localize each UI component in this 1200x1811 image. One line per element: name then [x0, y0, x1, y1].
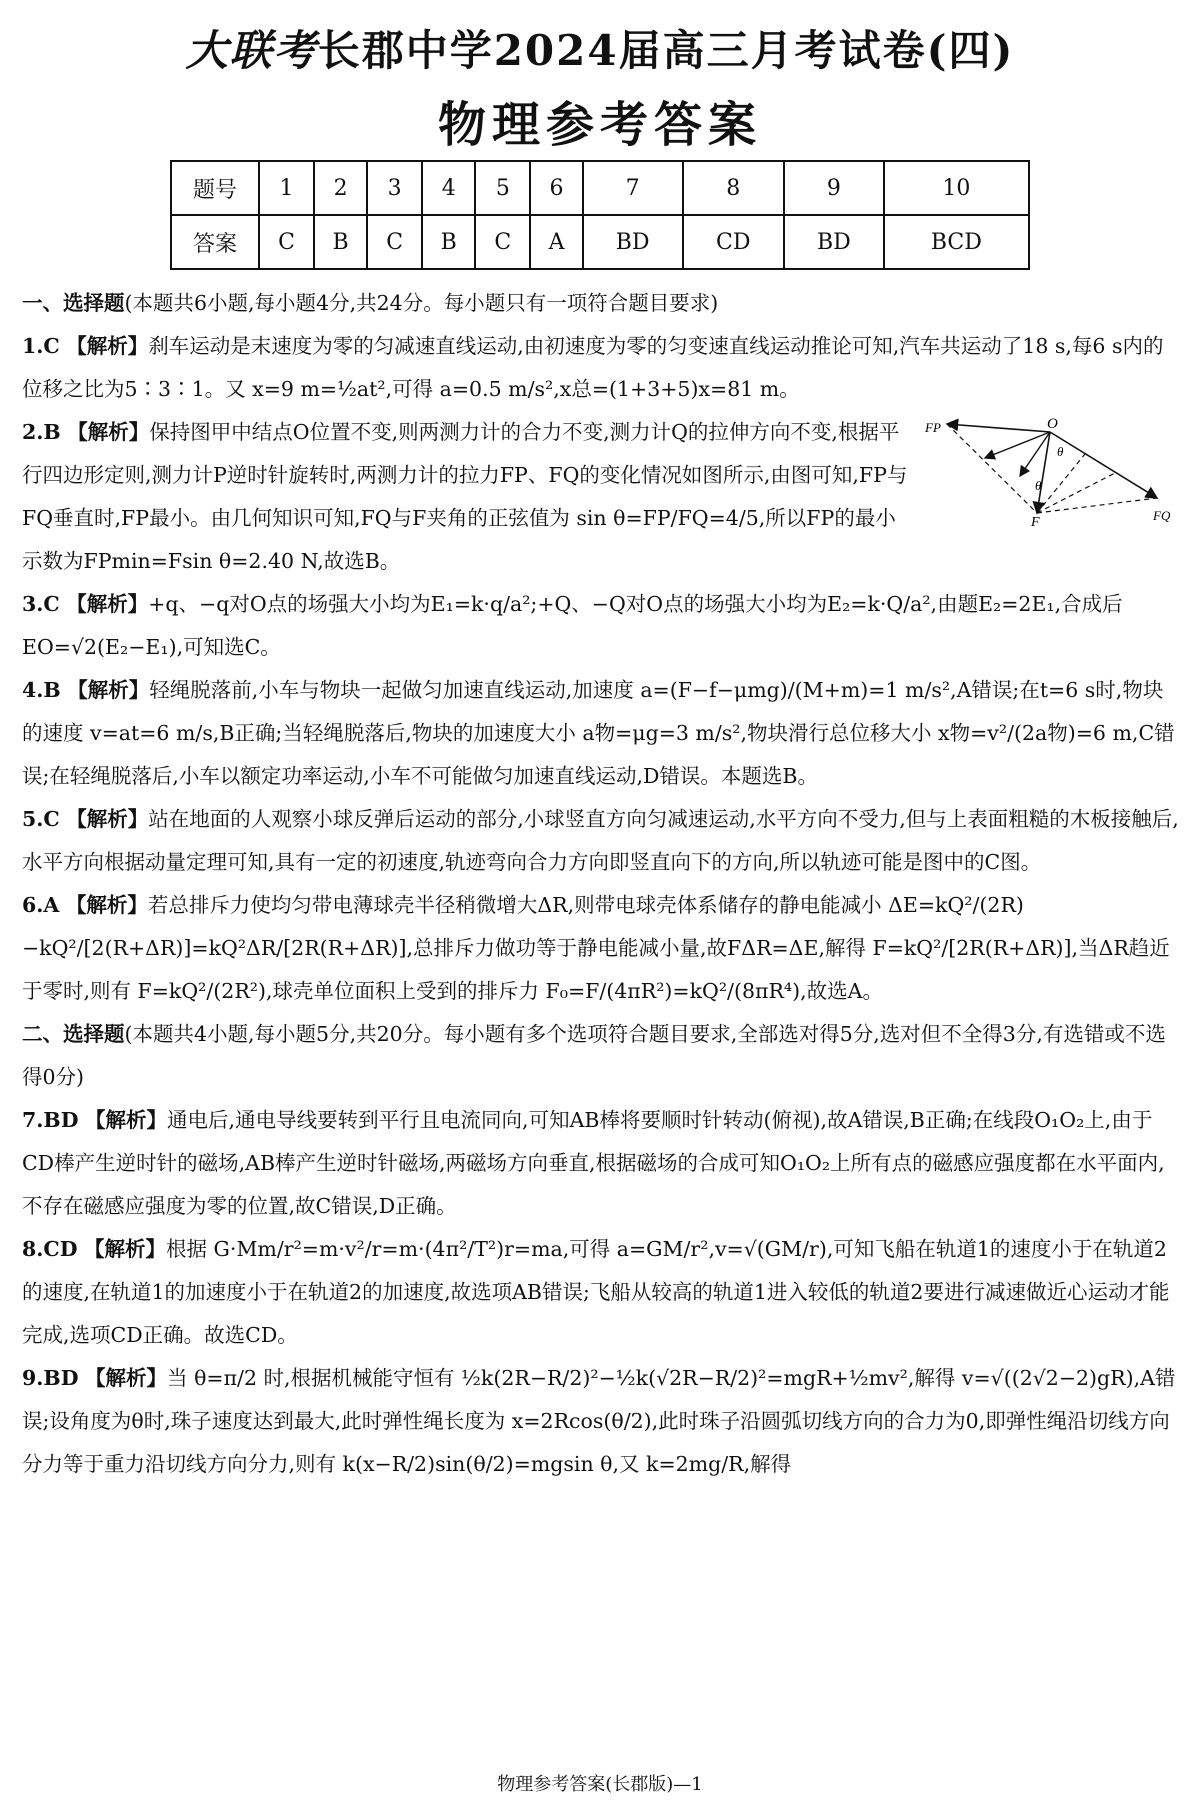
- solution-3: [22, 583, 1180, 669]
- analysis-tag: 【解析】: [84, 1237, 167, 1261]
- solution-text: 通电后,通电导线要转到平行且电流同向,可知AB棒将要顺时针转动(俯视),故A错误,B正确;在线段O₁O₂上,由于CD棒产生逆时针的磁场,AB棒产生逆时针磁场,两磁场方向垂直,根据磁场的合成可知O₁O₂上所有点的磁感应强度都在水平面内,不存在磁感应强度为零的位置,故C错误,D正确。: [22, 1108, 1165, 1218]
- force-diagram: [925, 418, 1175, 528]
- solution-text: 根据 G·Mm/r²=m·v²/r=m·(4π²/T²)r=ma,可得 a=GM/r²,v=√(GM/r),可知飞船在轨道1的速度小于在轨道2的速度,在轨道1的加速度小于在轨道2的加速度,故选项AB错误;飞船从较高的轨道1进入较低的轨道2要进行减速做近心运动才能完成,选项CD正确。故选CD。: [22, 1237, 1170, 1347]
- question-label: 1.C: [22, 334, 60, 358]
- answer-cell: A: [530, 215, 582, 269]
- question-label: 8.CD: [22, 1237, 78, 1261]
- solution-text: 保持图甲中结点O位置不变,则两测力计的合力不变,测力计Q的拉伸方向不变,根据平行四边形定则,测力计P逆时针旋转时,两测力计的拉力FP、FQ的变化情况如图所示,由图可知,FP与FQ垂直时,FP最小。由几何知识可知,FQ与F夹角的正弦值为 sin θ=FP/FQ=4/5,所以FP的最小示数为FPmin=Fsin θ=2.40 N,故选B。: [22, 420, 908, 573]
- analysis-tag: 【解析】: [85, 1108, 168, 1132]
- answer-cell: BCD: [884, 215, 1029, 269]
- analysis-tag: 【解析】: [65, 893, 148, 917]
- section-title: 一、选择题: [22, 291, 125, 315]
- question-number-cell: 4: [422, 161, 475, 215]
- answer-table-answer-row: [171, 215, 1029, 269]
- brand-logo-text: 大联考: [185, 26, 318, 75]
- solution-1: [22, 325, 1180, 411]
- question-number-cell: 3: [367, 161, 422, 215]
- dashed-guide: [1037, 473, 1115, 513]
- analysis-tag: 【解析】: [67, 678, 150, 702]
- exam-title-text: 长郡中学2024届高三月考试卷(四): [317, 26, 1015, 75]
- answer-table: [170, 160, 1030, 270]
- answer-cell: CD: [683, 215, 785, 269]
- question-label: 6.A: [22, 893, 60, 917]
- dashed-guide: [1037, 454, 1085, 513]
- label-f: F: [1031, 515, 1040, 528]
- analysis-tag: 【解析】: [85, 1366, 168, 1390]
- fp-arrow: [947, 424, 1050, 432]
- f-vector: [1037, 432, 1050, 513]
- solution-8: [22, 1228, 1180, 1357]
- page-subtitle: 物理参考答案: [437, 97, 762, 153]
- label-o: O: [1047, 418, 1058, 432]
- label-fp: FP: [925, 420, 941, 435]
- solution-7: [22, 1099, 1180, 1228]
- question-number-cell: 1: [259, 161, 314, 215]
- section-note: (本题共4小题,每小题5分,共20分。每小题有多个选项符合题目要求,全部选对得5分,选对但不全得3分,有选错或不选得0分): [22, 1022, 1166, 1089]
- answer-cell: C: [259, 215, 314, 269]
- answer-table-number-row: [171, 161, 1029, 215]
- question-number-cell: 5: [475, 161, 530, 215]
- question-label: 7.BD: [22, 1108, 79, 1132]
- solution-5: [22, 798, 1180, 884]
- question-number-cell: 7: [583, 161, 683, 215]
- section-1-heading: [22, 282, 1180, 325]
- page-footer: 物理参考答案(长郡版)—1: [497, 1774, 703, 1795]
- question-label: 9.BD: [22, 1366, 79, 1390]
- answer-cell: BD: [784, 215, 884, 269]
- exam-title: [0, 18, 1200, 78]
- answer-table-row-label: 答案: [171, 215, 259, 269]
- answer-cell: BD: [583, 215, 683, 269]
- section-note: (本题共6小题,每小题4分,共24分。每小题只有一项符合题目要求): [124, 291, 719, 315]
- label-fq: FQ: [1153, 508, 1171, 523]
- fp-rotating-arrow: [985, 432, 1050, 458]
- section-title: 二、选择题: [22, 1022, 125, 1046]
- solution-text: 若总排斥力使均匀带电薄球壳半径稍微增大ΔR,则带电球壳体系储存的静电能减小 ΔE=kQ²/(2R)−kQ²/[2(R+ΔR)]=kQ²ΔR/[2R(R+ΔR)],总排斥力做功等于静电能减小量,故FΔR=ΔE,解得 F=kQ²/[2R(R+ΔR)],当ΔR趋近于零时,则有 F=kQ²/(2R²),球壳单位面积上受到的排斥力 F₀=F/(4πR²)=kQ²/(8πR⁴),故选A。: [22, 893, 1170, 1003]
- question-label: 2.B: [22, 420, 61, 444]
- analysis-tag: 【解析】: [66, 592, 149, 616]
- question-label: 5.C: [22, 807, 60, 831]
- label-theta: θ: [1057, 444, 1064, 459]
- answer-cell: C: [367, 215, 422, 269]
- label-theta: θ: [1035, 478, 1042, 493]
- question-number-cell: 2: [314, 161, 367, 215]
- section-2-heading: [22, 1013, 1180, 1099]
- answer-cell: B: [422, 215, 475, 269]
- question-number-cell: 8: [683, 161, 785, 215]
- question-label: 4.B: [22, 678, 61, 702]
- solution-4: [22, 669, 1180, 798]
- answer-cell: C: [475, 215, 530, 269]
- solution-9: [22, 1357, 1180, 1486]
- solution-text: 刹车运动是末速度为零的匀减速直线运动,由初速度为零的匀变速直线运动推论可知,汽车共运动了18 s,每6 s内的位移之比为5∶3∶1。又 x=9 m=½at²,可得 a=0.5 m/s²,x总=(1+3+5)x=81 m。: [22, 334, 1164, 401]
- question-number-cell: 9: [784, 161, 884, 215]
- analysis-tag: 【解析】: [67, 420, 150, 444]
- solution-text: 站在地面的人观察小球反弹后运动的部分,小球竖直方向匀减速运动,水平方向不受力,但与上表面粗糙的木板接触后,水平方向根据动量定理可知,具有一定的初速度,轨迹弯向合力方向即竖直向下的方向,所以轨迹可能是图中的C图。: [22, 807, 1179, 874]
- dashed-guide: [1037, 498, 1157, 513]
- fq-arrow: [1050, 432, 1157, 498]
- analysis-tag: 【解析】: [66, 807, 149, 831]
- page-header: [0, 18, 1200, 155]
- question-number-cell: 10: [884, 161, 1029, 215]
- question-number-cell: 6: [530, 161, 582, 215]
- dashed-guide: [947, 424, 1037, 513]
- solution-text: 当 θ=π/2 时,根据机械能守恒有 ½k(2R−R/2)²−½k(√2R−R/2)²=mgR+½mv²,解得 v=√((2√2−2)gR),A错误;设角度为θ时,珠子速度达到最大,此时弹性绳长度为 x=2Rcos(θ/2),此时珠子沿圆弧切线方向的合力为0,即弹性绳沿切线方向分力等于重力沿切线方向分力,则有 k(x−R/2)sin(θ/2)=mgsin θ,又 k=2mg/R,解得: [22, 1366, 1176, 1476]
- solution-6: [22, 884, 1180, 1013]
- question-label: 3.C: [22, 592, 60, 616]
- answer-cell: B: [314, 215, 367, 269]
- solution-text: 轻绳脱落前,小车与物块一起做匀加速直线运动,加速度 a=(F−f−μmg)/(M+m)=1 m/s²,A错误;在t=6 s时,物块的速度 v=at=6 m/s,B正确;当轻绳脱落后,物块的加速度大小 a物=μg=3 m/s²,物块滑行总位移大小 x物=v²/(2a物)=6 m,C错误;在轻绳脱落后,小车以额定功率运动,小车不可能做匀加速直线运动,D错误。本题选B。: [22, 678, 1175, 788]
- answer-table-row-label: 题号: [171, 161, 259, 215]
- solution-text: +q、−q对O点的场强大小均为E₁=k·q/a²;+Q、−Q对O点的场强大小均为E₂=k·Q/a²,由题E₂=2E₁,合成后EO=√2(E₂−E₁),可知选C。: [22, 592, 1123, 659]
- analysis-tag: 【解析】: [66, 334, 149, 358]
